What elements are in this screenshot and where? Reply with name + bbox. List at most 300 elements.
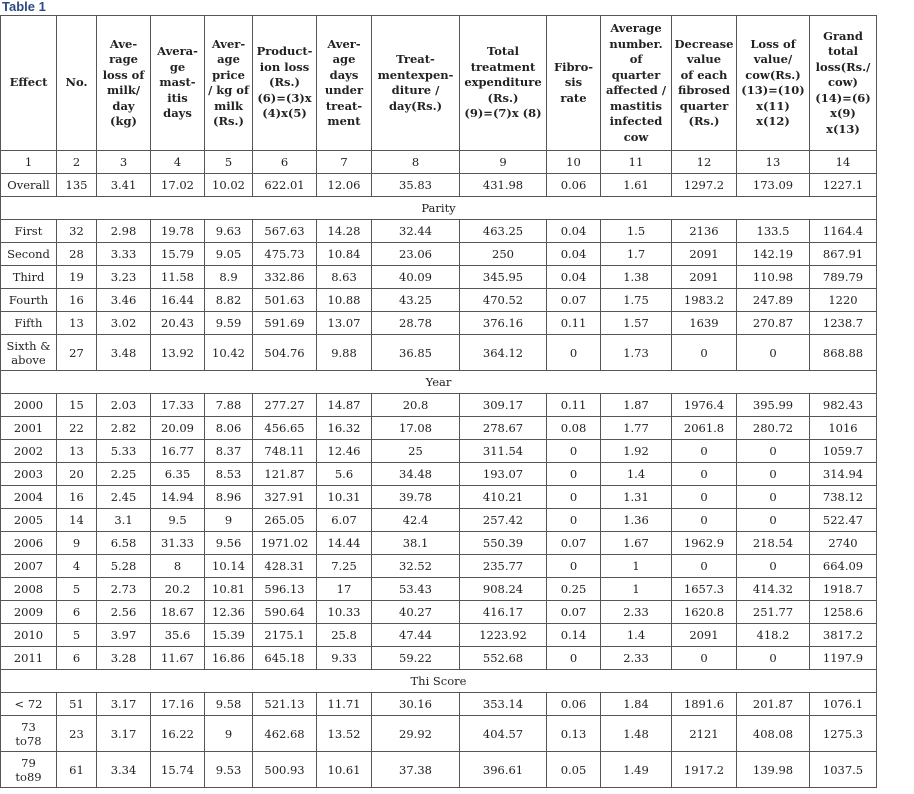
table-cell: 5.6 <box>317 463 372 486</box>
column-header <box>601 16 672 151</box>
table-cell: 3.34 <box>97 752 151 788</box>
column-header-line: number. <box>609 36 663 51</box>
table-cell: 0.07 <box>547 532 601 555</box>
table-cell: 37.38 <box>372 752 460 788</box>
column-header-line: (9)=(7)x (8) <box>464 106 542 121</box>
table-cell: 20.2 <box>151 578 205 601</box>
table-cell: 7 <box>317 151 372 174</box>
table-cell: 10.42 <box>205 335 253 371</box>
table-cell: 32.44 <box>372 220 460 243</box>
table-cell: 9.56 <box>205 532 253 555</box>
table-cell: 353.14 <box>460 693 547 716</box>
row-label: 2004 <box>1 486 57 509</box>
column-header-line: itis <box>167 90 188 105</box>
table-cell: 1.49 <box>601 752 672 788</box>
table-cell: 1.84 <box>601 693 672 716</box>
table-cell: 748.11 <box>253 440 317 463</box>
table-cell: 6 <box>57 601 97 624</box>
row-label: 2005 <box>1 509 57 532</box>
table-cell: 395.99 <box>737 394 810 417</box>
table-row <box>1 289 877 312</box>
table-cell: 6.35 <box>151 463 205 486</box>
table-cell: 4 <box>151 151 205 174</box>
table-cell: 3.28 <box>97 647 151 670</box>
column-header-line: Grand <box>823 28 863 43</box>
column-header <box>151 16 205 151</box>
table-cell: 522.47 <box>810 509 877 532</box>
column-header-line: mentexpen- <box>377 67 454 82</box>
column-header-line: infected <box>609 114 663 128</box>
table-cell: 431.98 <box>460 174 547 197</box>
column-header-line: value/ <box>753 52 793 66</box>
column-number-row <box>1 151 877 174</box>
column-header-line: (Rs.) <box>213 114 244 128</box>
column-header-line: loss of <box>102 67 145 82</box>
row-label: 2009 <box>1 601 57 624</box>
table-cell: 1076.1 <box>810 693 877 716</box>
table-cell: 1220 <box>810 289 877 312</box>
table-cell: 414.32 <box>737 578 810 601</box>
table-cell: 3.17 <box>97 693 151 716</box>
table-cell: 135 <box>57 174 97 197</box>
table-cell: 664.09 <box>810 555 877 578</box>
row-label: First <box>1 220 57 243</box>
table-cell: 0 <box>737 509 810 532</box>
table-cell: 0 <box>672 440 737 463</box>
table-cell: 2175.1 <box>253 624 317 647</box>
table-cell: 6.58 <box>97 532 151 555</box>
table-cell: 16.77 <box>151 440 205 463</box>
table-cell: 396.61 <box>460 752 547 788</box>
table-cell: 1.73 <box>601 335 672 371</box>
column-header-line: quarter <box>679 98 729 113</box>
table-cell: 11 <box>601 151 672 174</box>
table-cell: 3.02 <box>97 312 151 335</box>
table-cell: 1639 <box>672 312 737 335</box>
table-cell: 3.48 <box>97 335 151 371</box>
table-cell: 8.96 <box>205 486 253 509</box>
column-header-line: / kg of <box>208 83 249 97</box>
table-cell: 40.09 <box>372 266 460 289</box>
table-cell: 5 <box>205 151 253 174</box>
table-cell: 16.22 <box>151 716 205 752</box>
table-cell: 789.79 <box>810 266 877 289</box>
table-cell: 1.67 <box>601 532 672 555</box>
table-cell: 463.25 <box>460 220 547 243</box>
column-header-line: rate <box>560 90 587 105</box>
column-header-line: Product- <box>256 44 313 59</box>
table-cell: 0.04 <box>547 243 601 266</box>
table-cell: 0 <box>737 335 810 371</box>
table-cell: 42.4 <box>372 509 460 532</box>
table-cell: 2.73 <box>97 578 151 601</box>
table-cell: 9 <box>205 509 253 532</box>
column-header-line: days <box>329 67 359 82</box>
table-cell: 3817.2 <box>810 624 877 647</box>
table-cell: 9.33 <box>317 647 372 670</box>
table-cell: 36.85 <box>372 335 460 371</box>
table-cell: 139.98 <box>737 752 810 788</box>
table-cell: 1.5 <box>601 220 672 243</box>
table-cell: 0 <box>672 486 737 509</box>
table-cell: 28.78 <box>372 312 460 335</box>
table-cell: 1983.2 <box>672 289 737 312</box>
table-cell: 9.53 <box>205 752 253 788</box>
table-cell: 14.94 <box>151 486 205 509</box>
table-cell: 622.01 <box>253 174 317 197</box>
table-cell: 590.64 <box>253 601 317 624</box>
table-cell: 20.09 <box>151 417 205 440</box>
table-cell: 142.19 <box>737 243 810 266</box>
table-cell: 1 <box>601 555 672 578</box>
section-title: Year <box>1 371 877 394</box>
row-label: Sixth & above <box>1 335 57 371</box>
table-cell: 501.63 <box>253 289 317 312</box>
table-cell: 1164.4 <box>810 220 877 243</box>
table-cell: 0 <box>547 486 601 509</box>
table-cell: 0.04 <box>547 220 601 243</box>
table-row <box>1 220 877 243</box>
table-cell: 2.03 <box>97 394 151 417</box>
table-cell: 8 <box>372 151 460 174</box>
table-cell: 738.12 <box>810 486 877 509</box>
table-row <box>1 394 877 417</box>
table-cell: 1258.6 <box>810 601 877 624</box>
table-row <box>1 335 877 371</box>
column-header-line: ment <box>327 114 361 128</box>
column-header-line: days <box>163 106 192 121</box>
table-cell: 0.05 <box>547 752 601 788</box>
column-header-line: quarter <box>611 67 661 82</box>
column-header-line: Loss of <box>750 36 796 51</box>
table-cell: 6 <box>57 647 97 670</box>
table-body <box>1 151 877 788</box>
table-cell: 462.68 <box>253 716 317 752</box>
table-cell: 277.27 <box>253 394 317 417</box>
table-row <box>1 647 877 670</box>
column-header-line: Aver- <box>327 36 361 51</box>
table-cell: 11.67 <box>151 647 205 670</box>
table-cell: 0 <box>737 647 810 670</box>
column-header-line: Total <box>486 44 520 59</box>
table-cell: 0 <box>547 440 601 463</box>
column-header-line: (13)=(10) <box>741 83 805 97</box>
column-header-line: age <box>332 52 356 66</box>
overall-row <box>1 174 877 197</box>
column-header-line: diture / <box>391 83 440 97</box>
table-cell: 31.33 <box>151 532 205 555</box>
table-cell: 0 <box>547 463 601 486</box>
table-cell: 9.63 <box>205 220 253 243</box>
table-cell: 43.25 <box>372 289 460 312</box>
table-cell: 0.07 <box>547 289 601 312</box>
table-cell: 327.91 <box>253 486 317 509</box>
table-cell: 408.08 <box>737 716 810 752</box>
header-row <box>1 16 877 151</box>
column-header <box>57 16 97 151</box>
table-cell: 10.31 <box>317 486 372 509</box>
section-header-row <box>1 371 877 394</box>
column-header <box>205 16 253 151</box>
row-label: 2011 <box>1 647 57 670</box>
table-row <box>1 601 877 624</box>
table-cell: 16 <box>57 486 97 509</box>
table-cell: 13 <box>57 312 97 335</box>
table-cell: 8.37 <box>205 440 253 463</box>
table-cell: 504.76 <box>253 335 317 371</box>
table-cell: 1976.4 <box>672 394 737 417</box>
table-cell: 1275.3 <box>810 716 877 752</box>
column-header-line: mast- <box>159 75 196 90</box>
column-header-line: expenditure <box>464 75 542 90</box>
column-header-line: x(11) <box>756 98 790 113</box>
table-cell: 265.05 <box>253 509 317 532</box>
table-cell: 1238.7 <box>810 312 877 335</box>
column-header-line: rage <box>109 52 138 66</box>
table-cell: 218.54 <box>737 532 810 555</box>
table-cell: 500.93 <box>253 752 317 788</box>
table-cell: 12.46 <box>317 440 372 463</box>
table-cell: 251.77 <box>737 601 810 624</box>
column-header-line: (14)=(6) <box>815 90 871 105</box>
table-cell: 416.17 <box>460 601 547 624</box>
table-cell: 1657.3 <box>672 578 737 601</box>
table-cell: 1971.02 <box>253 532 317 555</box>
table-cell: 40.27 <box>372 601 460 624</box>
table-cell: 868.88 <box>810 335 877 371</box>
table-cell: 17.02 <box>151 174 205 197</box>
table-cell: 567.63 <box>253 220 317 243</box>
column-header-line: Decrease <box>674 36 734 51</box>
table-row <box>1 693 877 716</box>
row-label: 2008 <box>1 578 57 601</box>
table-cell: 1 <box>601 578 672 601</box>
column-header-line: treatment <box>470 59 536 74</box>
column-header-line: cow) <box>827 75 858 90</box>
table-cell: 475.73 <box>253 243 317 266</box>
table-cell: 2061.8 <box>672 417 737 440</box>
row-label: 2000 <box>1 394 57 417</box>
table-cell: 0.13 <box>547 716 601 752</box>
table-cell: 2.33 <box>601 601 672 624</box>
table-row <box>1 752 877 788</box>
column-header-line: (Rs.) <box>269 75 300 90</box>
column-header-line: Aver- <box>211 36 246 51</box>
table-cell: 9.59 <box>205 312 253 335</box>
table-cell: 1.31 <box>601 486 672 509</box>
column-header-line: x(13) <box>826 121 860 136</box>
table-cell: 428.31 <box>253 555 317 578</box>
table-cell: 201.87 <box>737 693 810 716</box>
column-header-line: mastitis <box>610 98 662 113</box>
column-header <box>672 16 737 151</box>
table-cell: 1.57 <box>601 312 672 335</box>
table-cell: 16 <box>57 289 97 312</box>
table-cell: 13 <box>737 151 810 174</box>
table-cell: 1.75 <box>601 289 672 312</box>
row-label: Overall <box>1 174 57 197</box>
table-cell: 5 <box>57 624 97 647</box>
table-cell: 364.12 <box>460 335 547 371</box>
table-cell: 3 <box>97 151 151 174</box>
table-row <box>1 486 877 509</box>
table-cell: 0 <box>672 335 737 371</box>
table-cell: 18.67 <box>151 601 205 624</box>
table-cell: 1.92 <box>601 440 672 463</box>
table-cell: 11.71 <box>317 693 372 716</box>
table-cell: 521.13 <box>253 693 317 716</box>
row-label: 2002 <box>1 440 57 463</box>
table-cell: 1.87 <box>601 394 672 417</box>
table-cell: 25.8 <box>317 624 372 647</box>
table-cell: 0 <box>737 486 810 509</box>
table-cell: 0.11 <box>547 312 601 335</box>
table-cell: 32 <box>57 220 97 243</box>
column-header-line: cow(Rs.) <box>745 67 801 82</box>
table-cell: 250 <box>460 243 547 266</box>
table-cell: 596.13 <box>253 578 317 601</box>
table-cell: 0 <box>547 509 601 532</box>
column-header-line: loss(Rs./ <box>815 59 871 74</box>
column-header-line: (kg) <box>110 114 137 128</box>
table-cell: 3.41 <box>97 174 151 197</box>
table-cell: 6 <box>253 151 317 174</box>
table-cell: 2.82 <box>97 417 151 440</box>
table-cell: 14 <box>57 509 97 532</box>
table-cell: 9.88 <box>317 335 372 371</box>
row-label: 2006 <box>1 532 57 555</box>
table-cell: 1.36 <box>601 509 672 532</box>
table-row <box>1 716 877 752</box>
table-cell: 1197.9 <box>810 647 877 670</box>
column-header-line: Fibro- <box>553 59 594 74</box>
column-header-line: ge <box>169 59 186 74</box>
table-cell: 645.18 <box>253 647 317 670</box>
table-cell: 2.25 <box>97 463 151 486</box>
table-cell: 0 <box>737 440 810 463</box>
column-header <box>460 16 547 151</box>
table-cell: 1297.2 <box>672 174 737 197</box>
table-cell: 908.24 <box>460 578 547 601</box>
table-cell: 552.68 <box>460 647 547 670</box>
table-cell: 8.82 <box>205 289 253 312</box>
table-cell: 15.79 <box>151 243 205 266</box>
column-header-line: of <box>629 52 643 66</box>
column-header-line: affected / <box>605 83 667 97</box>
column-header-line: x(9) <box>830 106 856 121</box>
table-cell: 2.45 <box>97 486 151 509</box>
table-cell: 278.67 <box>460 417 547 440</box>
column-header-line: of each <box>680 67 728 82</box>
table-cell: 5.33 <box>97 440 151 463</box>
table-row <box>1 417 877 440</box>
table-cell: 53.43 <box>372 578 460 601</box>
table-caption: Table 1 <box>2 0 46 14</box>
table-cell: 15.39 <box>205 624 253 647</box>
column-header-line: value <box>686 52 722 66</box>
row-label: 73 to78 <box>1 716 57 752</box>
table-cell: 17.33 <box>151 394 205 417</box>
table-cell: 1891.6 <box>672 693 737 716</box>
table-cell: 14.44 <box>317 532 372 555</box>
table-cell: 247.89 <box>737 289 810 312</box>
table-cell: 13.07 <box>317 312 372 335</box>
table-cell: 23 <box>57 716 97 752</box>
row-label: < 72 <box>1 693 57 716</box>
column-header-line: fibrosed <box>678 83 730 97</box>
table-row <box>1 532 877 555</box>
table-cell: 470.52 <box>460 289 547 312</box>
column-header <box>810 16 877 151</box>
table-cell: 1016 <box>810 417 877 440</box>
table-cell: 14 <box>810 151 877 174</box>
table-cell: 257.42 <box>460 509 547 532</box>
table-cell: 9 <box>460 151 547 174</box>
table-cell: 314.94 <box>810 463 877 486</box>
table-cell: 32.52 <box>372 555 460 578</box>
table-cell: 6.07 <box>317 509 372 532</box>
table-cell: 38.1 <box>372 532 460 555</box>
row-label: Second <box>1 243 57 266</box>
column-header <box>317 16 372 151</box>
column-header-line: price <box>212 67 245 82</box>
column-header-line: milk <box>214 98 243 113</box>
table-cell: 10.84 <box>317 243 372 266</box>
table-cell: 0 <box>547 335 601 371</box>
column-header-line: day(Rs.) <box>388 98 443 113</box>
table-cell: 22 <box>57 417 97 440</box>
table-cell: 376.16 <box>460 312 547 335</box>
table-cell: 3.17 <box>97 716 151 752</box>
table-cell: 2136 <box>672 220 737 243</box>
table-cell: 20.43 <box>151 312 205 335</box>
table-cell: 19.78 <box>151 220 205 243</box>
table-cell: 0 <box>547 555 601 578</box>
table-cell: 0.07 <box>547 601 601 624</box>
table-cell: 418.2 <box>737 624 810 647</box>
table-cell: 4 <box>57 555 97 578</box>
table-cell: 1.4 <box>601 463 672 486</box>
table-cell: 345.95 <box>460 266 547 289</box>
table-cell: 0.14 <box>547 624 601 647</box>
table-cell: 173.09 <box>737 174 810 197</box>
table-cell: 7.88 <box>205 394 253 417</box>
column-header-line: Ave- <box>109 36 138 51</box>
table-cell: 1962.9 <box>672 532 737 555</box>
row-label: 2007 <box>1 555 57 578</box>
table-row <box>1 243 877 266</box>
column-header-line: x(12) <box>756 114 790 128</box>
table-cell: 10.33 <box>317 601 372 624</box>
table-cell: 0 <box>737 555 810 578</box>
table-cell: 0.04 <box>547 266 601 289</box>
table-cell: 20 <box>57 463 97 486</box>
table-cell: 1.48 <box>601 716 672 752</box>
section-header-row <box>1 197 877 220</box>
table-cell: 7.25 <box>317 555 372 578</box>
table-cell: 1.77 <box>601 417 672 440</box>
table-cell: 29.92 <box>372 716 460 752</box>
column-header-line: No. <box>65 75 88 90</box>
column-header <box>1 16 57 151</box>
column-header-line: under <box>324 83 364 97</box>
table-cell: 280.72 <box>737 417 810 440</box>
table-cell: 8 <box>151 555 205 578</box>
table-cell: 8.06 <box>205 417 253 440</box>
table-cell: 5 <box>57 578 97 601</box>
table-cell: 16.44 <box>151 289 205 312</box>
table-cell: 3.46 <box>97 289 151 312</box>
